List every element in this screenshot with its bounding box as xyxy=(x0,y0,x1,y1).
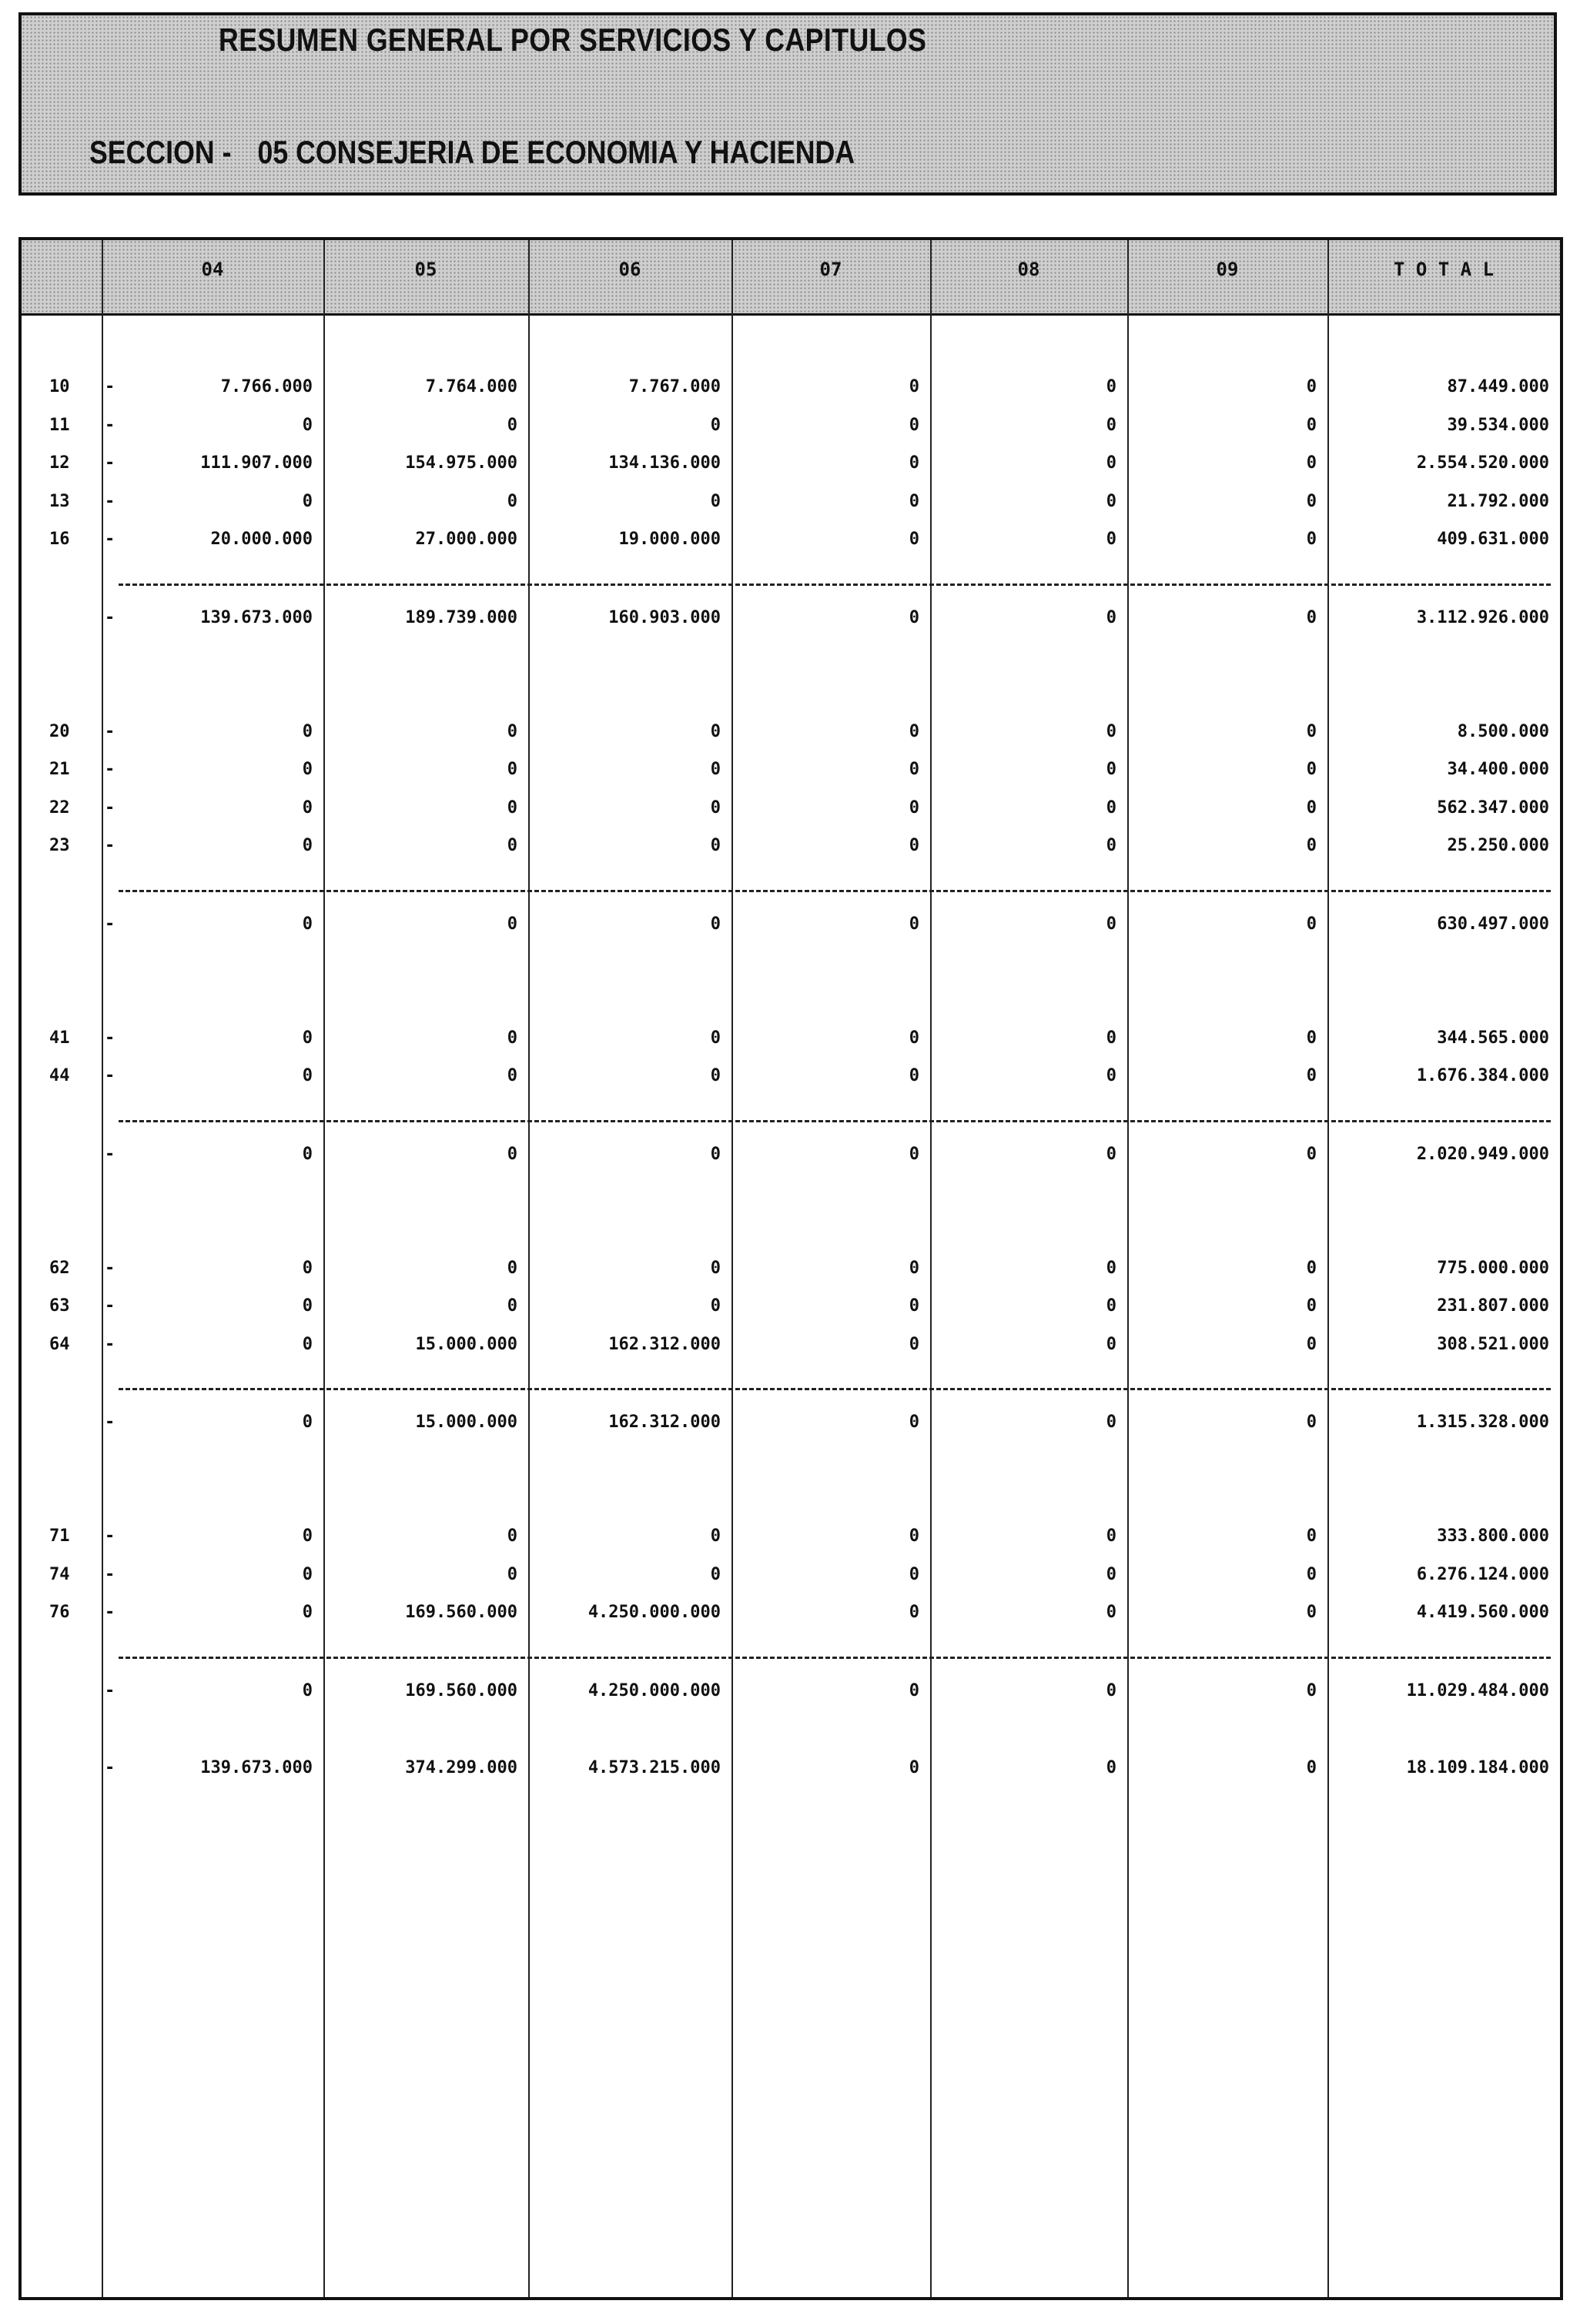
data-cell: 0 xyxy=(909,1603,919,1622)
data-cell: 0 xyxy=(1306,1296,1317,1316)
data-cell: 0 xyxy=(302,1564,313,1584)
data-cell: 6.276.124.000 xyxy=(1416,1564,1549,1584)
data-cell: 0 xyxy=(302,721,313,741)
row-code: 16 xyxy=(49,530,70,549)
data-cell: 0 xyxy=(909,1258,919,1278)
data-cell: 0 xyxy=(710,798,721,818)
data-cell: 39.534.000 xyxy=(1447,415,1549,435)
data-cell: 0 xyxy=(909,1066,919,1085)
column-divider xyxy=(930,240,932,2297)
subtotal-cell: 0 xyxy=(909,1144,919,1164)
section-label: SECCION - xyxy=(89,134,232,170)
data-cell: 0 xyxy=(1106,760,1116,779)
row-code: 41 xyxy=(49,1028,70,1048)
data-cell: 0 xyxy=(1106,1526,1116,1546)
data-cell: 0 xyxy=(1106,1296,1116,1316)
subtotal-cell: 0 xyxy=(909,1413,919,1432)
subtotal-cell: 3.112.926.000 xyxy=(1416,607,1549,627)
row-code: 76 xyxy=(49,1603,70,1622)
data-cell: 0 xyxy=(909,1526,919,1546)
data-cell: 15.000.000 xyxy=(415,1334,517,1354)
table-header-row xyxy=(22,240,1560,316)
data-cell: 0 xyxy=(1306,836,1317,855)
data-cell: 0 xyxy=(710,415,721,435)
data-cell: 0 xyxy=(507,1028,517,1048)
subtotal-cell: 0 xyxy=(1306,1144,1317,1164)
row-code: 11 xyxy=(49,415,70,435)
subtotal-cell: 0 xyxy=(1106,1680,1116,1700)
data-cell: 0 xyxy=(1106,1028,1116,1048)
subtotal-cell: 0 xyxy=(1306,1680,1317,1700)
data-cell: 0 xyxy=(1106,1564,1116,1584)
row-dash: - xyxy=(105,1413,115,1432)
row-code: 71 xyxy=(49,1526,70,1546)
row-dash: - xyxy=(105,836,115,855)
data-cell: 0 xyxy=(1306,1334,1317,1354)
data-cell: 562.347.000 xyxy=(1437,798,1549,818)
data-cell: 0 xyxy=(909,491,919,511)
data-cell: 0 xyxy=(1106,836,1116,855)
row-dash: - xyxy=(105,491,115,511)
data-cell: 0 xyxy=(302,1028,313,1048)
data-cell: 0 xyxy=(909,1028,919,1048)
data-cell: 4.250.000.000 xyxy=(587,1603,721,1622)
data-cell: 0 xyxy=(1106,377,1116,396)
data-cell: 0 xyxy=(1106,1258,1116,1278)
subtotal-cell: 0 xyxy=(507,914,517,934)
group-separator xyxy=(119,1388,1551,1390)
data-cell: 409.631.000 xyxy=(1437,530,1549,549)
data-cell: 344.565.000 xyxy=(1437,1028,1549,1048)
row-dash: - xyxy=(105,914,115,934)
row-code: 20 xyxy=(49,721,70,741)
subtotal-cell: 0 xyxy=(302,1680,313,1700)
data-cell: 0 xyxy=(302,1526,313,1546)
data-cell: 19.000.000 xyxy=(618,530,721,549)
data-cell: 0 xyxy=(1306,453,1317,473)
data-cell: 0 xyxy=(507,491,517,511)
row-dash: - xyxy=(105,1526,115,1546)
grand-total-cell: 374.299.000 xyxy=(405,1757,517,1777)
column-divider xyxy=(1327,240,1329,2297)
row-code: 63 xyxy=(49,1296,70,1316)
column-divider xyxy=(323,240,325,2297)
subtotal-cell: 0 xyxy=(1306,607,1317,627)
subtotal-cell: 0 xyxy=(710,914,721,934)
data-cell: 0 xyxy=(1306,415,1317,435)
column-header-05: 05 xyxy=(414,259,437,280)
row-dash: - xyxy=(105,798,115,818)
data-cell: 0 xyxy=(710,1066,721,1085)
section-name: 05 CONSEJERIA DE ECONOMIA Y HACIENDA xyxy=(257,134,855,170)
data-cell: 0 xyxy=(1306,1526,1317,1546)
data-cell: 0 xyxy=(302,760,313,779)
data-cell: 0 xyxy=(507,415,517,435)
data-cell: 0 xyxy=(710,1258,721,1278)
row-dash: - xyxy=(105,721,115,741)
subtotal-cell: 0 xyxy=(302,1144,313,1164)
subtotal-cell: 0 xyxy=(302,914,313,934)
data-cell: 0 xyxy=(1106,1066,1116,1085)
row-dash: - xyxy=(105,415,115,435)
data-cell: 0 xyxy=(909,836,919,855)
row-dash: - xyxy=(105,530,115,549)
data-cell: 0 xyxy=(302,415,313,435)
subtotal-cell: 0 xyxy=(909,914,919,934)
subtotal-cell: 162.312.000 xyxy=(608,1413,721,1432)
data-cell: 0 xyxy=(302,491,313,511)
data-cell: 0 xyxy=(1306,1258,1317,1278)
data-cell: 0 xyxy=(710,1526,721,1546)
row-code: 12 xyxy=(49,453,70,473)
data-cell: 21.792.000 xyxy=(1447,491,1549,511)
data-cell: 0 xyxy=(507,836,517,855)
data-cell: 0 xyxy=(1106,721,1116,741)
data-cell: 0 xyxy=(1306,798,1317,818)
column-header-total: T O T A L xyxy=(1393,259,1495,280)
data-cell: 308.521.000 xyxy=(1437,1334,1549,1354)
data-cell: 8.500.000 xyxy=(1457,721,1549,741)
data-cell: 2.554.520.000 xyxy=(1416,453,1549,473)
subtotal-cell: 169.560.000 xyxy=(405,1680,517,1700)
subtotal-cell: 160.903.000 xyxy=(608,607,721,627)
data-cell: 0 xyxy=(710,1296,721,1316)
data-cell: 0 xyxy=(302,1603,313,1622)
subtotal-cell: 15.000.000 xyxy=(415,1413,517,1432)
subtotal-cell: 1.315.328.000 xyxy=(1416,1413,1549,1432)
subtotal-cell: 0 xyxy=(909,607,919,627)
row-code: 62 xyxy=(49,1258,70,1278)
subtotal-cell: 2.020.949.000 xyxy=(1416,1144,1549,1164)
grand-total-cell: 4.573.215.000 xyxy=(587,1757,721,1777)
data-cell: 0 xyxy=(710,1564,721,1584)
subtotal-cell: 11.029.484.000 xyxy=(1406,1680,1549,1700)
data-cell: 1.676.384.000 xyxy=(1416,1066,1549,1085)
data-cell: 0 xyxy=(710,836,721,855)
data-cell: 0 xyxy=(1306,1564,1317,1584)
column-divider xyxy=(1127,240,1129,2297)
row-dash: - xyxy=(105,1603,115,1622)
data-cell: 154.975.000 xyxy=(405,453,517,473)
data-cell: 0 xyxy=(1306,530,1317,549)
data-cell: 0 xyxy=(909,721,919,741)
data-cell: 0 xyxy=(909,1334,919,1354)
row-dash: - xyxy=(105,453,115,473)
data-cell: 0 xyxy=(909,453,919,473)
data-cell: 27.000.000 xyxy=(415,530,517,549)
data-cell: 0 xyxy=(1106,1603,1116,1622)
row-dash: - xyxy=(105,1258,115,1278)
data-cell: 7.766.000 xyxy=(220,377,313,396)
row-code: 23 xyxy=(49,836,70,855)
data-cell: 7.767.000 xyxy=(628,377,721,396)
row-code: 22 xyxy=(49,798,70,818)
data-cell: 0 xyxy=(507,798,517,818)
row-dash: - xyxy=(105,1680,115,1700)
subtotal-cell: 4.250.000.000 xyxy=(587,1680,721,1700)
row-dash: - xyxy=(105,1564,115,1584)
column-divider xyxy=(731,240,733,2297)
data-cell: 0 xyxy=(710,1028,721,1048)
data-cell: 0 xyxy=(1306,377,1317,396)
subtotal-cell: 0 xyxy=(1106,1413,1116,1432)
subtotal-cell: 0 xyxy=(302,1413,313,1432)
column-header-06: 06 xyxy=(618,259,641,280)
data-cell: 0 xyxy=(302,1066,313,1085)
row-dash: - xyxy=(105,1028,115,1048)
data-cell: 20.000.000 xyxy=(210,530,313,549)
data-cell: 0 xyxy=(1306,760,1317,779)
grand-total-cell: 139.673.000 xyxy=(200,1757,313,1777)
data-cell: 775.000.000 xyxy=(1437,1258,1549,1278)
data-cell: 0 xyxy=(909,1564,919,1584)
subtotal-cell: 0 xyxy=(1106,914,1116,934)
data-cell: 0 xyxy=(1306,1603,1317,1622)
grand-total-cell: 18.109.184.000 xyxy=(1406,1757,1549,1777)
row-code: 64 xyxy=(49,1334,70,1354)
data-cell: 0 xyxy=(302,836,313,855)
data-cell: 0 xyxy=(507,1564,517,1584)
data-cell: 134.136.000 xyxy=(608,453,721,473)
data-cell: 0 xyxy=(909,1296,919,1316)
data-cell: 231.807.000 xyxy=(1437,1296,1549,1316)
report-header xyxy=(18,12,1557,196)
row-dash: - xyxy=(105,607,115,627)
row-dash: - xyxy=(105,1066,115,1085)
data-cell: 0 xyxy=(1106,491,1116,511)
group-separator xyxy=(119,890,1551,892)
row-dash: - xyxy=(105,377,115,396)
subtotal-cell: 0 xyxy=(1106,1144,1116,1164)
data-cell: 7.764.000 xyxy=(425,377,517,396)
column-header-08: 08 xyxy=(1017,259,1040,280)
data-cell: 0 xyxy=(1106,1334,1116,1354)
column-header-04: 04 xyxy=(201,259,224,280)
subtotal-cell: 0 xyxy=(710,1144,721,1164)
data-cell: 25.250.000 xyxy=(1447,836,1549,855)
group-separator xyxy=(119,1657,1551,1659)
column-divider xyxy=(102,240,103,2297)
row-dash: - xyxy=(105,1757,115,1777)
data-cell: 0 xyxy=(507,1526,517,1546)
data-cell: 0 xyxy=(1106,415,1116,435)
data-cell: 0 xyxy=(909,377,919,396)
data-cell: 0 xyxy=(1306,491,1317,511)
row-code: 74 xyxy=(49,1564,70,1584)
data-cell: 0 xyxy=(710,491,721,511)
data-cell: 0 xyxy=(909,760,919,779)
data-cell: 0 xyxy=(1306,721,1317,741)
data-cell: 0 xyxy=(1306,1028,1317,1048)
data-cell: 0 xyxy=(302,798,313,818)
grand-total-cell: 0 xyxy=(1306,1757,1317,1777)
data-cell: 0 xyxy=(1306,1066,1317,1085)
data-cell: 111.907.000 xyxy=(200,453,313,473)
data-cell: 0 xyxy=(507,760,517,779)
data-cell: 4.419.560.000 xyxy=(1416,1603,1549,1622)
grand-total-cell: 0 xyxy=(909,1757,919,1777)
subtotal-cell: 0 xyxy=(909,1680,919,1700)
data-cell: 0 xyxy=(507,721,517,741)
data-cell: 0 xyxy=(507,1066,517,1085)
data-cell: 0 xyxy=(710,721,721,741)
group-separator xyxy=(119,1120,1551,1122)
data-cell: 0 xyxy=(909,415,919,435)
data-cell: 162.312.000 xyxy=(608,1334,721,1354)
data-cell: 0 xyxy=(507,1296,517,1316)
report-title: RESUMEN GENERAL POR SERVICIOS Y CAPITULOS xyxy=(219,22,927,58)
data-cell: 0 xyxy=(909,798,919,818)
row-code: 10 xyxy=(49,377,70,396)
row-code: 13 xyxy=(49,491,70,511)
data-cell: 0 xyxy=(710,760,721,779)
data-cell: 34.400.000 xyxy=(1447,760,1549,779)
group-separator xyxy=(119,584,1551,586)
data-cell: 0 xyxy=(302,1258,313,1278)
subtotal-cell: 189.739.000 xyxy=(405,607,517,627)
data-cell: 333.800.000 xyxy=(1437,1526,1549,1546)
row-code: 44 xyxy=(49,1066,70,1085)
row-dash: - xyxy=(105,1296,115,1316)
row-dash: - xyxy=(105,1144,115,1164)
data-cell: 0 xyxy=(1106,798,1116,818)
data-cell: 0 xyxy=(507,1258,517,1278)
grand-total-cell: 0 xyxy=(1106,1757,1116,1777)
column-header-09: 09 xyxy=(1216,259,1239,280)
data-cell: 169.560.000 xyxy=(405,1603,517,1622)
row-dash: - xyxy=(105,1334,115,1354)
subtotal-cell: 0 xyxy=(1306,914,1317,934)
budget-table xyxy=(18,237,1563,2300)
subtotal-cell: 0 xyxy=(507,1144,517,1164)
data-cell: 0 xyxy=(909,530,919,549)
column-divider xyxy=(528,240,530,2297)
row-code: 21 xyxy=(49,760,70,779)
data-cell: 0 xyxy=(302,1296,313,1316)
data-cell: 0 xyxy=(1106,530,1116,549)
subtotal-cell: 630.497.000 xyxy=(1437,914,1549,934)
section-line xyxy=(89,134,881,171)
subtotal-cell: 139.673.000 xyxy=(200,607,313,627)
subtotal-cell: 0 xyxy=(1306,1413,1317,1432)
data-cell: 87.449.000 xyxy=(1447,377,1549,396)
data-cell: 0 xyxy=(302,1334,313,1354)
data-cell: 0 xyxy=(1106,453,1116,473)
row-dash: - xyxy=(105,760,115,779)
column-header-07: 07 xyxy=(819,259,842,280)
subtotal-cell: 0 xyxy=(1106,607,1116,627)
